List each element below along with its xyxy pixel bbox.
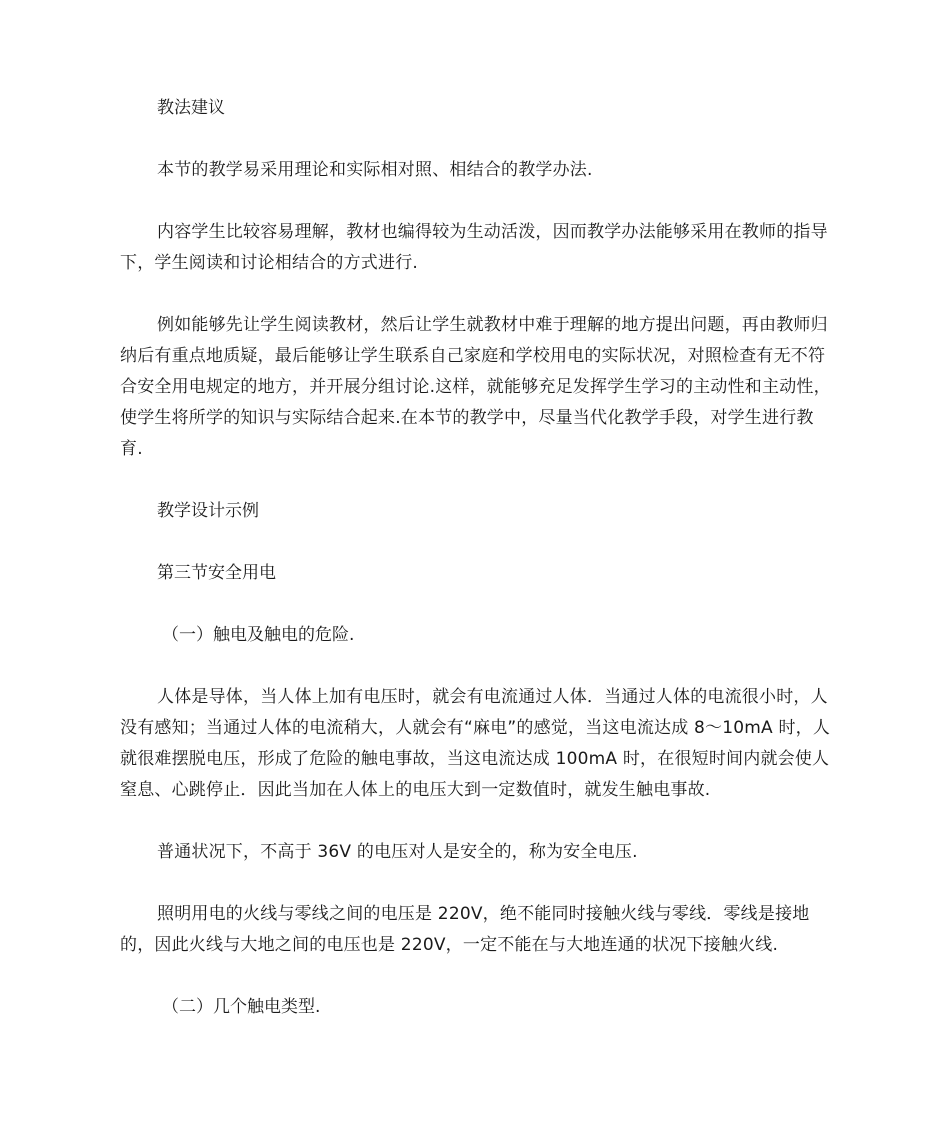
lesson-title: 第三节安全用电: [157, 563, 276, 583]
paragraph: 内容学生比较容易理解，教材也编得较为生动活泼，因而教学办法能够采用在教师的指导下，学生阅读和讨论相结合的方式进行.: [120, 222, 828, 273]
paragraph: 照明用电的火线与零线之间的电压是 220V，绝不能同时接触火线与零线．零线是接地的，因此火线与大地之间的电压也是 220V，一定不能在与大地连通的状况下接触火线.: [120, 904, 810, 955]
paragraph: 例如能够先让学生阅读教材，然后让学生就教材中难于理解的地方提出问题，再由教师归纳后有重点地质疑，最后能够让学生联系自己家庭和学校用电的实际状况，对照检查有无不符合安全用电规定的地方，并开展分组讨论.这样，就能够充足发挥学生学习的主动性和主动性，使学生将所学的知识与实际结合起来.在本节的教学中，尽量当代化教学手段，对学生进行教育.: [120, 315, 831, 459]
design-title: 教学设计示例: [157, 501, 259, 521]
paragraph: 人体是导体，当人体上加有电压时，就会有电流通过人体．当通过人体的电流很小时，人没有感知；当通过人体的电流稍大，人就会有“麻电”的感觉，当这电流达成 8～10mA 时，人就很难摆脱电压，形成了危险的触电事故，当这电流达成 100mA 时，在很短时间内就会使人窒息、心跳停止．因此当加在人体上的电压大到一定数值时，就发生触电事故.: [120, 687, 831, 800]
paragraph: 本节的教学易采用理论和实际相对照、相结合的教学办法.: [157, 160, 593, 180]
document-body: [120, 93, 832, 1023]
section-title: 教法建议: [157, 98, 225, 118]
subsection-title: （一）触电及触电的危险.: [162, 625, 355, 645]
subsection-title: （二）几个触电类型.: [162, 997, 321, 1017]
paragraph: 普通状况下，不高于 36V 的电压对人是安全的，称为安全电压.: [157, 842, 638, 862]
